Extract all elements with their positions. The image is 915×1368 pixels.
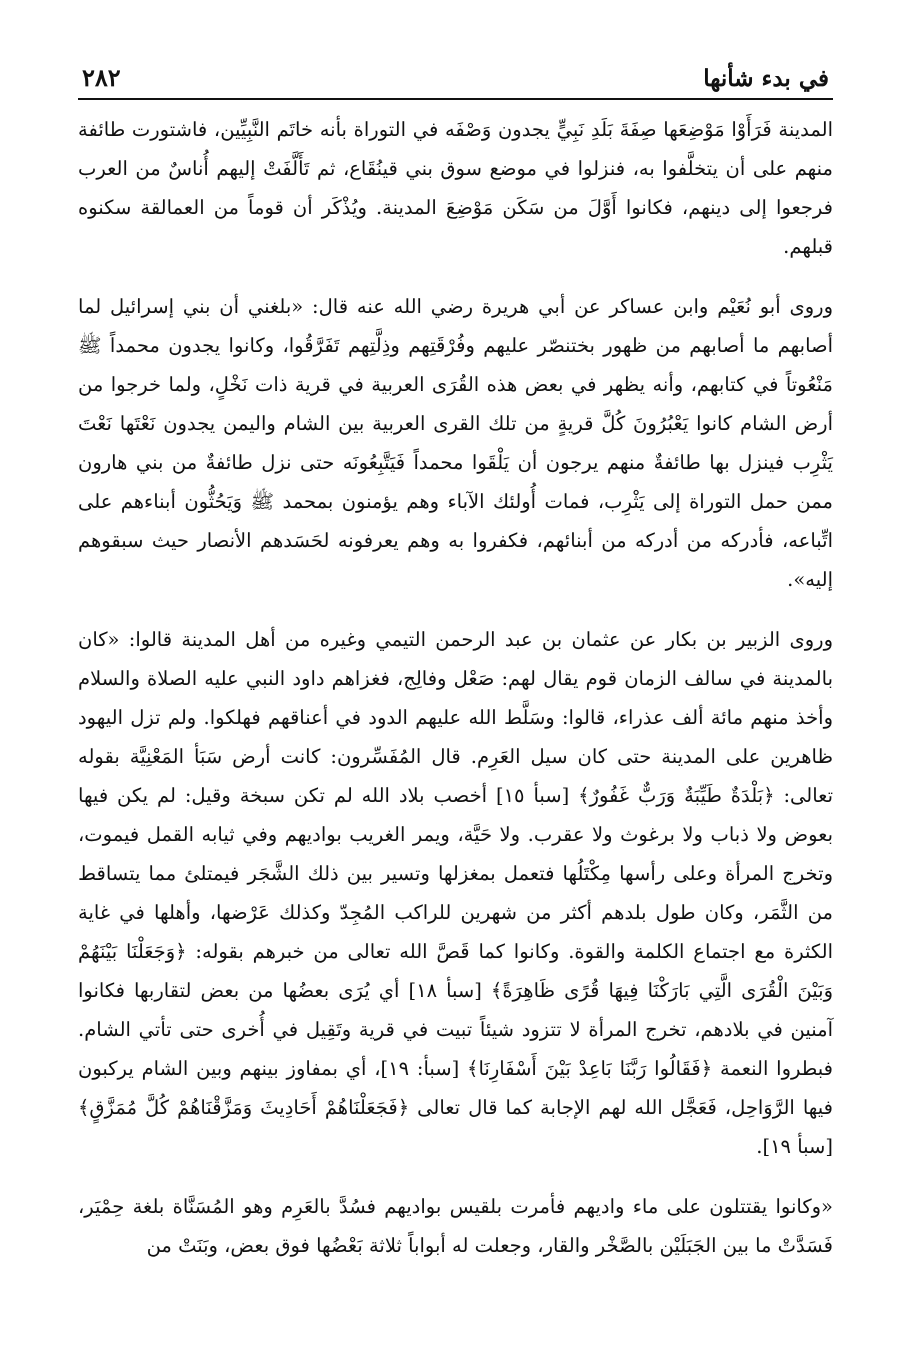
paragraph: المدينة فَرَأَوْا مَوْضِعَها صِفَةَ بَلَدِ نَبِيٍّ يجدون وَصْفَه في التوراة بأنه خاتَم النَّبِيِّين، فاشتورت طائفة منهم على أن يتخلَّفوا به، فنزلوا في موضع سوق بني قينُقَاع، ثم تَأَلَّفَتْ إليهم أُناسٌ من العرب فرجعوا إلى دينهم، فكانوا أَوَّلَ من سَكَن مَوْضِعَ المدينة. ويُذْكَر أن قوماً من العمالقة سكنوه قبلهم. bbox=[78, 118, 833, 258]
body-text bbox=[78, 110, 833, 1265]
running-header bbox=[78, 52, 833, 100]
page-number: ٢٨٢ bbox=[82, 63, 121, 92]
paragraph: وروى الزبير بن بكار عن عثمان بن عبد الرحمن التيمي وغيره من أهل المدينة قالوا: «كان بالمدينة في سالف الزمان قوم يقال لهم: صَعْل وفالِج، فغزاهم داود النبي عليه الصلاة والسلام وأخذ منهم مائة ألف عذراء، قالوا: وسَلَّط الله عليهم الدود في أعناقهم فهلكوا. ولم تزل اليهود ظاهرين على المدينة حتى كان سيل العَرِم. قال المُفَسِّرون: كانت أرض سَبَأ المَعْنِيَّة بقوله تعالى: ﴿بَلْدَةٌ طَيِّبَةٌ وَرَبٌّ غَفُورٌ﴾ [سبأ ١٥] أخصب بلاد الله لم تكن سبخة وقيل: لم يكن فيها بعوض ولا ذباب ولا برغوث ولا عقرب. ولا حَيَّة، ويمر الغريب بواديهم وفي ثيابه القمل فيموت، وتخرج المرأة وعلى رأسها مِكْتَلُها فتعمل بمغزلها وتسير بين ذلك الشَّجَر فيمتلئ مما يتساقط من الثَّمَر، وكان طول بلدهم أكثر من شهرين للراكب المُجِدّ وكذلك عَرْضها، وأهلها في غاية الكثرة مع اجتماع الكلمة والقوة. وكانوا كما قَصَّ الله تعالى من خبرهم بقوله: ﴿وَجَعَلْنَا بَيْنَهُمْ وَبَيْنَ الْقُرَى الَّتِي بَارَكْنَا فِيهَا قُرًى ظَاهِرَةً﴾ [سبأ ١٨] أي يُرَى بعضُها من بعض لتقاربها فكانوا آمنين في بلادهم، تخرج المرأة لا تتزود شيئاً تبيت في قرية وتَقِيل في أُخرى حتى تأتي الشام. فبطروا النعمة ﴿فَقَالُوا رَبَّنَا بَاعِدْ بَيْنَ أَسْفَارِنَا﴾ [سبأ: ١٩]، أي بمفاوز بينهم وبين الشام يركبون فيها الرَّوَاحِل، فَعَجَّل الله لهم الإجابة كما قال تعالى ﴿فَجَعَلْنَاهُمْ أَحَادِيثَ وَمَزَّقْنَاهُمْ كُلَّ مُمَزَّقٍ﴾ [سبأ ١٩]. bbox=[78, 628, 834, 1158]
paragraph: وروى أبو نُعَيْم وابن عساكر عن أبي هريرة رضي الله عنه قال: «بلغني أن بني إسرائيل لما أصابهم ما أصابهم من ظهور بختنصّر عليهم وفُرْقَتِهم وذِلَّتِهم تَفَرَّقُوا، وكانوا يجدون محمداً ﷺ مَنْعُوتاً في كتابهم، وأنه يظهر في بعض هذه القُرَى العربية في قرية ذات نَخْلٍ، ولما خرجوا من أرض الشام كانوا يَعْبُرُونَ كُلَّ قريةٍ من تلك القرى العربية بين الشام واليمن يجدون نَعْتَها نَعْتَ يَثْرِب فينزل بها طائفةٌ منهم يرجون أن يَلْقَوا محمداً فَيَتَّبِعُونَه حتى نزل طائفةٌ من بني هارون ممن حمل التوراة إلى يَثْرِب، فمات أُولئك الآباء وهم يؤمنون بمحمد ﷺ وَيَحُثُّون أبناءهم على اتِّباعه، فأدركه من أدركه من أبنائهم، فكفروا به وهم يعرفونه لحَسَدهم الأنصار حيث سبقوهم إليه». bbox=[78, 295, 833, 591]
paragraph: «وكانوا يقتتلون على ماء واديهم فأمرت بلقيس بواديهم فسُدَّ بالعَرِم وهو المُسَنَّاة بلغة حِمْيَر، فَسَدَّتْ ما بين الجَبَلَيْن بالصَّخْر والقار، وجعلت له أبواباً ثلاثة بَعْضُها فوق بعض، وبَنَتْ من bbox=[78, 1195, 833, 1257]
chapter-title: في بدء شأنها bbox=[703, 65, 829, 92]
book-page bbox=[78, 52, 833, 1286]
